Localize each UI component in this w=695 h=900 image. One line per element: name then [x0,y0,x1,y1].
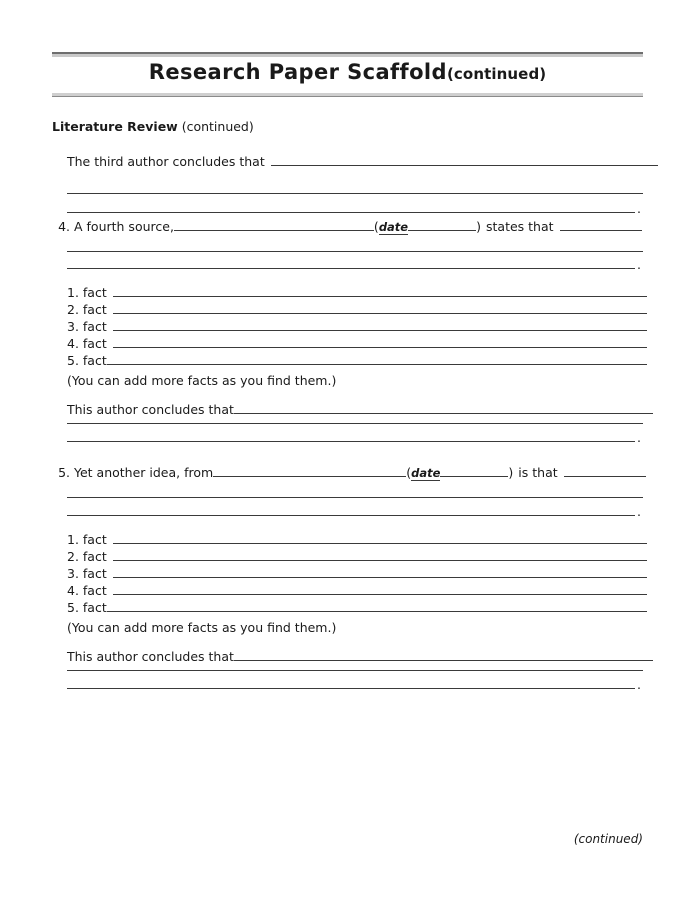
item5-fact-field-3[interactable] [113,564,647,578]
item4-date-label: date [378,220,409,234]
section-heading-continued: (continued) [177,119,254,134]
fact-label: 1. fact [67,532,107,547]
item4-line-2[interactable] [67,251,643,252]
header-bottom-rule [52,93,643,99]
item4-conclusion-row [67,400,643,418]
section-heading-title: Literature Review [52,119,178,134]
third-author-line-2[interactable] [67,193,643,194]
header-top-rule [52,52,643,58]
fact-label: 2. fact [67,549,107,564]
item5-line-2[interactable] [67,497,643,498]
item5-fact-row-3 [67,564,643,581]
item5-date-field[interactable] [440,463,508,477]
third-author-line-3[interactable] [67,212,635,213]
item5-fact-field-4[interactable] [113,581,647,595]
item4-lead-label: A fourth source, [74,219,174,234]
item4-fact-field-5[interactable] [107,351,647,365]
item4-period: . [637,257,641,272]
item5-period: . [637,504,641,519]
item4-number: 4. [58,219,70,234]
item4-facts-note: (You can add more facts as you find them.) [67,373,337,388]
item5-facts-note: (You can add more facts as you find them.) [67,620,337,635]
third-author-write-field[interactable] [271,152,658,166]
item4-date-field[interactable] [408,217,476,231]
item5-fact-row-5 [67,598,643,615]
item4-fact-row-4 [67,334,643,351]
item4-conclusion-line-3[interactable] [67,441,635,442]
footer-continued-note: (continued) [573,832,643,846]
third-author-label: The third author concludes that [67,154,265,169]
item4-fact-field-4[interactable] [113,334,647,348]
fact-label: 3. fact [67,566,107,581]
item5-fact-row-2 [67,547,643,564]
item4-fact-row-3 [67,317,643,334]
fact-label: 3. fact [67,319,107,334]
item4-fact-field-1[interactable] [113,283,647,297]
item5-fact-row-4 [67,581,643,598]
item5-statement-field[interactable] [564,463,646,477]
fact-label: 5. fact [67,353,107,368]
item4-conclusion-field[interactable] [234,400,653,414]
item5-source-field[interactable] [213,463,406,477]
item5-mid-label: is that [518,465,558,480]
item4-fact-row-2 [67,300,643,317]
conclusion-label: This author concludes that [67,402,234,417]
item4-mid-label: states that [486,219,554,234]
item5-date-close-paren: ) [508,465,514,480]
item4-fact-field-3[interactable] [113,317,647,331]
item4-row [52,217,643,235]
item4-source-field[interactable] [174,217,374,231]
item4-conclusion-line-2[interactable] [67,423,643,424]
fact-label: 4. fact [67,336,107,351]
item5-date-open-paren: ( [406,465,412,480]
item5-row [52,463,643,481]
item5-lead-label: Yet another idea, from [74,465,214,480]
item5-fact-row-1 [67,530,643,547]
item4-conclusion-period: . [637,430,641,445]
fact-label: 2. fact [67,302,107,317]
item4-fact-row-1 [67,283,643,300]
item4-date-close-paren: ) [476,219,481,234]
third-author-row [67,152,643,170]
item5-fact-field-5[interactable] [107,598,647,612]
conclusion-label: This author concludes that [67,649,234,664]
item5-conclusion-line-3[interactable] [67,688,635,689]
item5-date-label: date [411,466,441,480]
fact-label: 1. fact [67,285,107,300]
page-title [52,60,643,84]
fact-label: 4. fact [67,583,107,598]
third-author-period: . [637,201,641,216]
item5-conclusion-row [67,647,643,665]
section-heading [52,119,254,134]
page-title-continued: (continued) [446,65,547,83]
item4-statement-field[interactable] [560,217,642,231]
item5-fact-field-1[interactable] [113,530,647,544]
item5-fact-field-2[interactable] [113,547,647,561]
fact-label: 5. fact [67,600,107,615]
item5-conclusion-period: . [637,677,641,692]
item5-line-3[interactable] [67,515,635,516]
item4-fact-field-2[interactable] [113,300,647,314]
item5-conclusion-field[interactable] [234,647,653,661]
item4-date-open-paren: ( [373,219,379,234]
item4-fact-row-5 [67,351,643,368]
item5-number: 5. [58,465,70,480]
page-title-main: Research Paper Scaffold [148,60,447,84]
item4-line-3[interactable] [67,268,635,269]
item5-conclusion-line-2[interactable] [67,670,643,671]
